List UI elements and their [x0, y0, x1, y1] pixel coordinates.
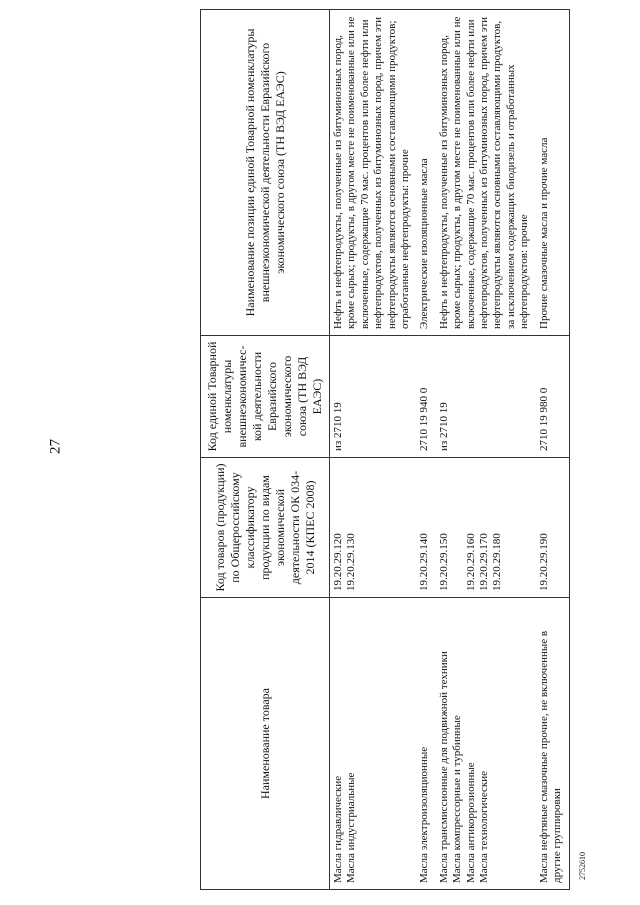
- cell-tnved-code: 2710 19 940 0: [416, 336, 435, 458]
- cell-product-name: Масла трансмиссионные для подвижной техники Масла компрессорные и турбинные Масла антикоррозионные Масла технологические: [436, 598, 536, 890]
- rotated-table-container: [200, 10, 590, 890]
- header-product-name: Наименование товара: [201, 598, 330, 890]
- table-row: [536, 10, 569, 890]
- cell-product-name: Масла электроизоляционные: [416, 598, 435, 890]
- header-tnved-code: Код единой Товарной номенклатуры внешнеэкономичес-кой деятельности Евразийского экономического союза (ТН ВЭД ЕАЭС): [201, 336, 330, 458]
- cell-tnved-name: Нефть и нефтепродукты, полученные из битуминозных пород, кроме сырых; продукты, в другом месте не поименованные или не включенные, содержащие 70 мас. процентов или более нефти или нефтепродуктов, полученных из битуминозных пород, причем эти нефтепродукты являются основными составляющими продуктов; отработанные нефтепродукты: прочие: [330, 10, 417, 336]
- header-tnved-name: Наименование позиции единой Товарной номенклатуры внешнеэкономической деятельности Евразийского экономического союза (ТН ВЭД ЕАЭС): [201, 10, 330, 336]
- page-number: 27: [47, 439, 64, 454]
- cell-product-name: Масла гидравлические Масла индустриальные: [330, 598, 417, 890]
- table-row: [416, 10, 435, 890]
- cell-tnved-name: Электрические изоляционные масла: [416, 10, 435, 336]
- cell-okpd-code: 19.20.29.150 19.20.29.160 19.20.29.170 19.20.29.180: [436, 458, 536, 598]
- cell-tnved-name: Прочие смазочные масла и прочие масла: [536, 10, 569, 336]
- cell-tnved-code: из 2710 19: [330, 336, 417, 458]
- header-okpd-code: Код товаров (продукции) по Общероссийскому классификатору продукции по видам экономической деятельности ОК 034-2014 (КПЕС 2008): [201, 458, 330, 598]
- classification-table: [200, 9, 570, 890]
- cell-okpd-code: 19.20.29.190: [536, 458, 569, 598]
- cell-tnved-code: 2710 19 980 0: [536, 336, 569, 458]
- table-header-row: [201, 10, 330, 890]
- cell-tnved-name: Нефть и нефтепродукты, полученные из битуминозных пород, кроме сырых; продукты, в другом месте не поименованные или не включенные, содержащие 70 мас. процентов или более нефти или нефтепродуктов, полученных из битуминозных пород, причем эти нефтепродукты являются основными составляющими продуктов, за исключением содержащих биодизель и отработанных нефтепродуктов: прочие: [436, 10, 536, 336]
- table-row: [330, 10, 417, 890]
- cell-tnved-code: из 2710 19: [436, 336, 536, 458]
- cell-product-name: Масла нефтяные смазочные прочие, не включенные в другие группировки: [536, 598, 569, 890]
- table-row: [436, 10, 536, 890]
- cell-okpd-code: 19.20.29.140: [416, 458, 435, 598]
- cell-okpd-code: 19.20.29.120 19.20.29.130: [330, 458, 417, 598]
- document-id: 2752610: [578, 852, 587, 880]
